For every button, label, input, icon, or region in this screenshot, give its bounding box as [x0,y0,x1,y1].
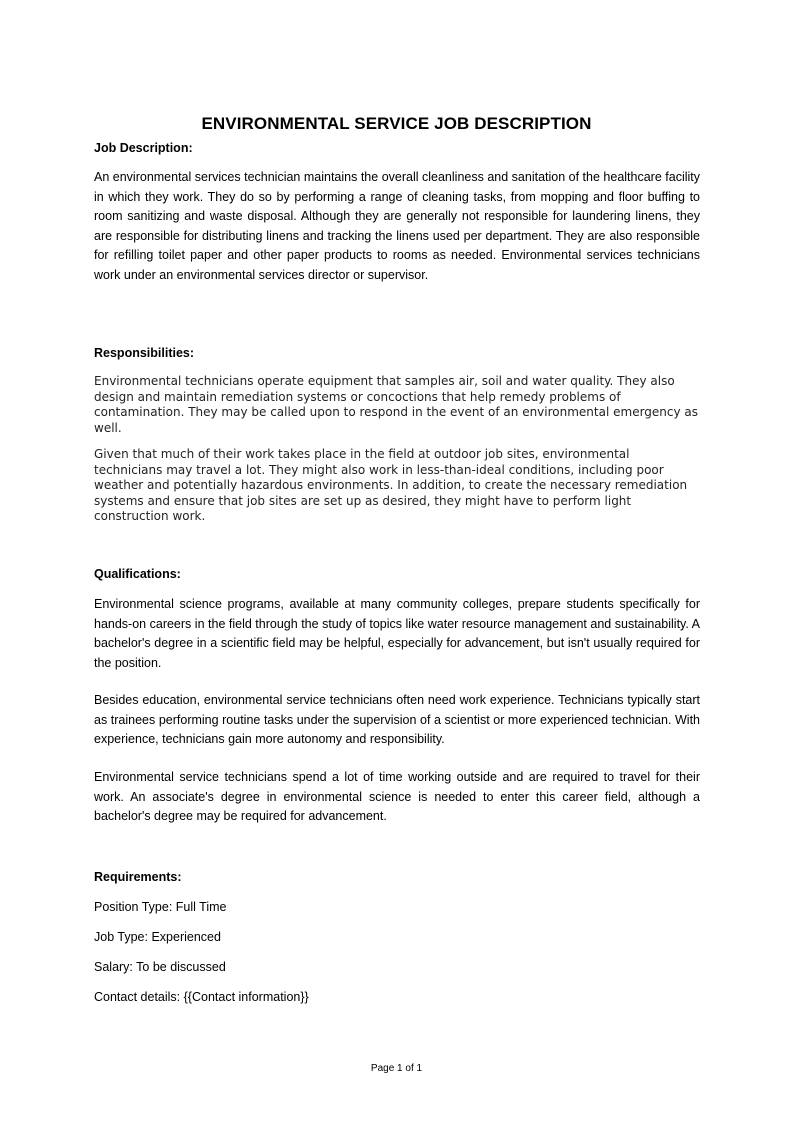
job-description-text: An environmental services technician maintains the overall cleanliness and sanitation of the healthcare facility in which they work. They do so by performing a range of cleaning tasks, from mopping and floor buffing to room sanitizing and waste disposal. Although they are generally not responsible for laundering linens, they are responsible for distributing linens and tracking the linens used per department. They are also responsible for refilling toilet paper and other paper products to rooms as needed. Environmental services technicians work under an environmental services director or supervisor. [94,170,700,282]
position-type: Position Type: Full Time [94,900,227,914]
job-type: Job Type: Experienced [94,930,221,944]
page-number: Page 1 of 1 [370,1063,423,1074]
document-title: ENVIRONMENTAL SERVICE JOB DESCRIPTION [201,114,592,133]
qualifications-paragraph-1: Environmental science programs, available at many community colleges, prepare students specifically for hands-on careers in the field through the study of topics like water resource management and sustainability. A bachelor's degree in a scientific field may be helpful, especially for advancement, but isn't usually required for the position. [94,597,700,670]
qualifications-heading: Qualifications: [94,567,181,581]
job-description-heading: Job Description: [94,141,193,155]
responsibilities-paragraph-1: Environmental technicians operate equipment that samples air, soil and water quality. They also design and maintain remediation systems or concoctions that help remedy problems of contamination. They may be called upon to respond in the event of an environmental emergency as well. [94,374,699,435]
qualifications-paragraph-3: Environmental service technicians spend a lot of time working outside and are required to travel for their work. An associate's degree in environmental science is needed to enter this career field, although a bachelor's degree may be required for advancement. [94,770,700,823]
responsibilities-paragraph-2: Given that much of their work takes place in the field at outdoor job sites, environmental technicians may travel a lot. They might also work in less-than-ideal conditions, including poor weather and potentially hazardous environments. In addition, to create the necessary remediation systems and ensure that job sites are set up as desired, they might have to perform light construction work. [94,447,688,523]
qualifications-paragraph-2: Besides education, environmental service technicians often need work experience. Technicians typically start as trainees performing routine tasks under the supervision of a scientist or more experienced technician. With experience, technicians gain more autonomy and responsibility. [94,693,700,746]
salary: Salary: To be discussed [94,960,226,974]
requirements-heading: Requirements: [94,870,182,884]
contact-details: Contact details: {{Contact information}} [94,990,309,1004]
responsibilities-heading: Responsibilities: [94,346,195,360]
